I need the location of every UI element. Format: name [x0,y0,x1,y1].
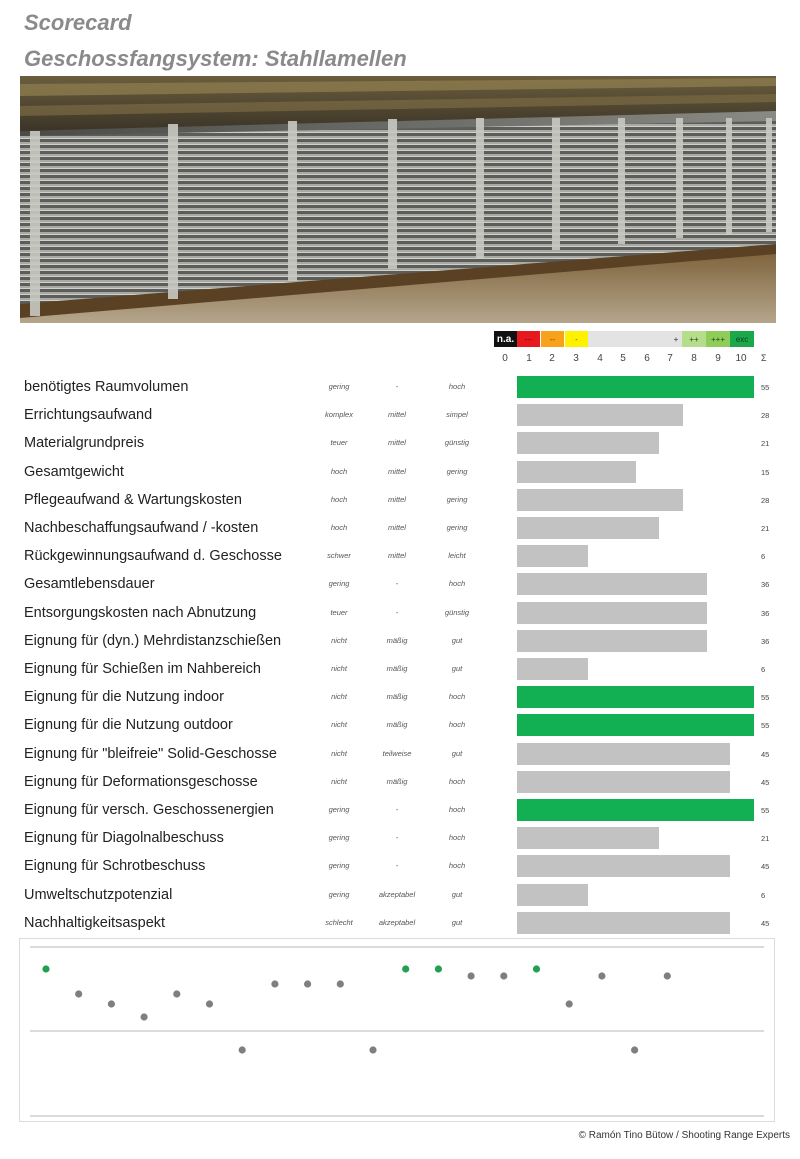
scale-tick: 7 [667,353,673,364]
low-anchor-label: nicht [331,748,347,758]
table-row [0,542,800,570]
dot-point [337,980,344,987]
table-row [0,627,800,655]
mid-anchor-label: mittel [388,494,406,504]
page-subtitle: Geschossfangsystem: Stahllamellen [24,46,407,71]
dot-point [664,972,671,979]
score-sum: 6 [761,890,766,900]
dot-point [206,1000,213,1007]
low-anchor-label: hoch [330,494,348,504]
dot-point [108,1000,115,1007]
criterion-label: Gesamtlebensdauer [24,576,155,593]
score-sum: 6 [761,552,766,562]
criterion-label: Nachbeschaffungsaufwand / -kosten [24,520,259,536]
table-row [0,570,800,598]
score-sum: 55 [761,721,770,731]
score-sum: 36 [761,608,770,618]
mid-anchor-label: - [395,607,399,617]
dot-point [239,1046,246,1053]
dot-point [141,1013,148,1020]
score-bar [517,799,754,821]
high-anchor-label: günstig [444,607,470,617]
table-row [0,429,800,457]
dot-point [598,972,605,979]
scale-tick: 8 [691,353,697,364]
high-anchor-label: hoch [448,861,466,871]
score-bar [517,376,754,398]
steel-lamellae-photo [20,76,776,323]
low-anchor-label: nicht [331,720,347,730]
scale-tick: 5 [620,353,626,364]
scale-segment: +++ [706,331,730,347]
dot-point [468,972,475,979]
criterion-label: Eignung für "bleifreie" Solid-Geschosse [24,745,277,762]
scale-segment: + [670,331,682,347]
mid-anchor-label: - [395,382,399,391]
table-row [0,768,800,796]
mid-anchor-label: akzeptabel [378,889,416,899]
criterion-label: Pflegeaufwand & Wartungskosten [24,491,242,508]
scale-segment [588,331,670,347]
table-row [0,740,800,768]
criterion-label: Nachhaltigkeitsaspekt [24,914,166,931]
score-bar [517,771,730,793]
high-anchor-label: gut [451,664,463,673]
low-anchor-label: gering [328,382,350,391]
criterion-label: Eignung für Deformationsgeschosse [24,773,258,790]
score-sum: 45 [761,918,770,928]
low-anchor-label: schlecht [325,917,353,927]
score-bar [517,630,707,652]
low-anchor-label: nicht [331,635,347,645]
score-bar [517,489,683,511]
score-bar [517,714,754,736]
mid-anchor-label: mittel [388,466,406,476]
scale-segment: -- [541,331,564,347]
score-sum: 55 [761,383,770,392]
dot-chart [19,938,775,1122]
scale-segment: exc [730,331,754,347]
score-sum: 45 [761,862,770,872]
score-bar [517,743,730,765]
mid-anchor-label: - [395,861,399,871]
criterion-label: Gesamtgewicht [24,463,124,480]
mid-anchor-label: teilweise [382,748,412,758]
scale-tick: 9 [715,353,721,364]
dot-point [369,1046,376,1053]
score-sum: 45 [761,749,770,759]
score-bar [517,912,730,934]
low-anchor-label: hoch [330,466,348,476]
dot-point [500,972,507,979]
dot-point [42,965,49,972]
low-anchor-label: gering [328,805,350,814]
dot-point [631,1046,638,1053]
score-sum: 21 [761,834,770,844]
high-anchor-label: leicht [448,551,466,561]
dot-point [271,980,278,987]
high-anchor-label: hoch [448,692,466,702]
table-row [0,881,800,909]
low-anchor-label: hoch [330,523,348,532]
table-row [0,824,800,852]
low-anchor-label: nicht [331,776,347,786]
mid-anchor-label: mittel [388,551,406,561]
table-row [0,711,800,739]
score-bar [517,884,588,906]
high-anchor-label: hoch [448,720,466,730]
scale-tick: 0 [502,353,508,364]
criterion-label: Rückgewinnungsaufwand d. Geschosse [24,548,282,565]
score-bar [517,461,636,483]
dot-point [173,990,180,997]
criterion-label: Eignung für (dyn.) Mehrdistanzschießen [24,632,282,649]
score-sum: 36 [761,636,770,646]
scale-tick: 4 [597,353,603,364]
table-row [0,599,800,627]
low-anchor-label: nicht [331,664,347,673]
criterion-label: Eignung für die Nutzung outdoor [24,717,233,734]
low-anchor-label: schwer [327,551,351,561]
high-anchor-label: gut [451,889,463,899]
low-anchor-label: gering [328,861,350,871]
score-sum: 15 [761,467,770,477]
score-bar [517,602,707,624]
table-row [0,909,800,937]
high-anchor-label: hoch [448,776,466,786]
score-bar [517,855,730,877]
high-anchor-label: gut [451,917,463,927]
scale-tick: 3 [573,353,579,364]
mid-anchor-label: akzeptabel [378,917,416,927]
mid-anchor-label: mäßig [386,720,408,730]
high-anchor-label: hoch [448,579,466,589]
dot-point [435,965,442,972]
score-sum: 28 [761,495,770,505]
high-anchor-label: gering [446,494,468,504]
score-bar [517,827,659,849]
score-bar [517,658,588,680]
dot-point [304,980,311,987]
criterion-label: Eignung für Schießen im Nahbereich [24,661,261,677]
score-sum: 21 [761,524,770,533]
criterion-label: Materialgrundpreis [24,435,145,452]
low-anchor-label: nicht [331,692,347,702]
table-row [0,458,800,486]
low-anchor-label: gering [328,579,350,589]
score-bar [517,517,659,539]
low-anchor-label: komplex [325,410,353,420]
mid-anchor-label: mäßig [386,776,408,786]
score-bar [517,573,707,595]
scale-tick: 1 [526,353,532,364]
table-row [0,852,800,880]
score-bar [517,545,588,567]
score-sum: 55 [761,806,770,815]
mid-anchor-label: mittel [388,523,406,532]
dot-point [75,990,82,997]
score-sum: 55 [761,693,770,703]
high-anchor-label: simpel [446,410,468,420]
score-sum: 36 [761,580,770,590]
table-row [0,514,800,542]
table-row [0,373,800,401]
scale-tick: 2 [549,353,555,364]
high-anchor-label: hoch [448,833,466,843]
high-anchor-label: gut [451,748,463,758]
criterion-label: Eignung für Schrotbeschuss [24,858,206,875]
mid-anchor-label: - [395,579,399,589]
score-sum: 21 [761,439,770,449]
table-row [0,401,800,429]
mid-anchor-label: - [395,805,399,814]
table-row [0,796,800,824]
dot-point [533,965,540,972]
dot-point [402,965,409,972]
scale-segment: n.a. [494,331,517,347]
scale-tick: 10 [735,353,747,364]
high-anchor-label: hoch [448,382,466,391]
high-anchor-label: gering [446,466,468,476]
low-anchor-label: gering [328,889,350,899]
low-anchor-label: gering [328,833,350,843]
high-anchor-label: gut [451,635,463,645]
dot-point [566,1000,573,1007]
low-anchor-label: teuer [330,438,348,448]
credit-text: © Ramón Tino Bütow / Shooting Range Experts [578,1130,790,1141]
mid-anchor-label: mäßig [386,692,408,702]
scale-tick: 6 [644,353,650,364]
scale-segment: ++ [682,331,706,347]
criterion-label: Eignung für versch. Geschossenergien [24,802,274,818]
score-sum: 6 [761,665,766,674]
criterion-label: Entsorgungskosten nach Abnutzung [24,604,257,621]
high-anchor-label: hoch [448,805,466,814]
high-anchor-label: günstig [444,438,470,448]
criterion-label: benötigtes Raumvolumen [24,379,189,395]
score-sum: 45 [761,777,770,787]
table-row [0,655,800,683]
mid-anchor-label: mittel [388,410,406,420]
table-row [0,683,800,711]
mid-anchor-label: mäßig [386,664,408,673]
page-title: Scorecard [24,10,132,35]
score-bar [517,404,683,426]
low-anchor-label: teuer [330,607,348,617]
criterion-label: Eignung für die Nutzung indoor [24,689,224,706]
mid-anchor-label: mäßig [386,635,408,645]
mid-anchor-label: - [395,833,399,843]
sum-header: Σ [761,353,767,363]
table-row [0,486,800,514]
dot-chart-plot [20,939,774,1121]
criterion-label: Umweltschutzpotenzial [24,886,173,903]
score-bar [517,432,659,454]
criterion-label: Eignung für Diagolnalbeschuss [24,830,224,847]
score-sum: 28 [761,411,770,421]
scale-segment: --- [517,331,540,347]
high-anchor-label: gering [446,523,468,532]
mid-anchor-label: mittel [388,438,406,448]
criterion-label: Errichtungsaufwand [24,407,153,424]
scale-segment: - [565,331,588,347]
score-bar [517,686,754,708]
